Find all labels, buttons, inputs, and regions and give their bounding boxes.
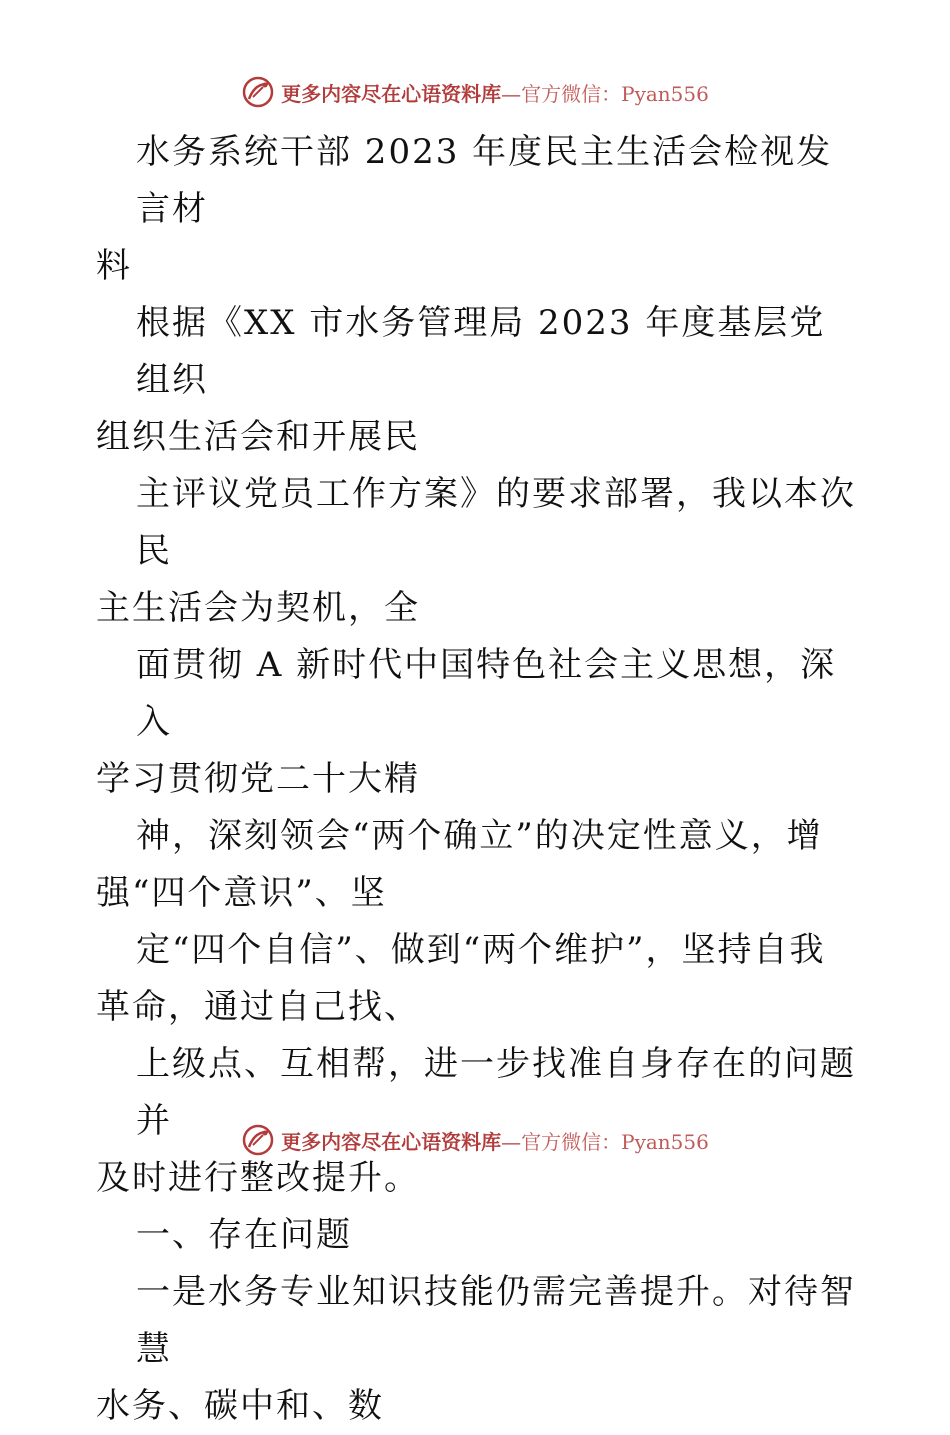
text-line: 主生活会为契机，全 bbox=[96, 588, 420, 628]
logo-icon bbox=[241, 1123, 275, 1157]
watermark-text: 更多内容尽在心语资料库—官方微信：Pyan556 bbox=[281, 81, 709, 106]
watermark-text: 更多内容尽在心语资料库—官方微信：Pyan556 bbox=[281, 1129, 709, 1154]
text-line: 上级点、互相帮，进一步找准自身存在的问题并 bbox=[136, 1044, 856, 1141]
text-line: 面贯彻 A 新时代中国特色社会主义思想，深入 bbox=[136, 645, 837, 742]
paragraph-intro-3 bbox=[96, 637, 856, 808]
logo-icon bbox=[241, 75, 275, 109]
paragraph-intro-1 bbox=[96, 295, 856, 466]
text-line: 定“四个自信”、做到“两个维护”，坚持自我 bbox=[136, 930, 826, 970]
text-line: 学习贯彻党二十大精 bbox=[96, 759, 420, 799]
text-line: 一、存在问题 bbox=[136, 1215, 352, 1255]
watermark-header bbox=[0, 72, 950, 112]
text-line: 主评议党员工作方案》的要求部署，我以本次民 bbox=[136, 474, 856, 571]
paragraph-intro-2 bbox=[96, 466, 856, 637]
text-line: 革命，通过自己找、 bbox=[96, 987, 420, 1027]
section-heading bbox=[96, 1207, 856, 1264]
watermark-footer bbox=[0, 1120, 950, 1160]
text-line: 水务、碳中和、数 bbox=[96, 1386, 384, 1426]
paragraph-problem-1 bbox=[96, 1264, 856, 1435]
text-line: 组织生活会和开展民 bbox=[96, 417, 420, 457]
text-line: 强“四个意识”、坚 bbox=[96, 873, 387, 913]
paragraph-title: 水务系统干部 2023 年度民主生活会检视发言材 料 bbox=[96, 132, 833, 286]
text-line: 根据《XX 市水务管理局 2023 年度基层党组织 bbox=[136, 303, 826, 400]
text-line: 及时进行整改提升。 bbox=[96, 1158, 420, 1198]
paragraph-intro-5 bbox=[96, 922, 856, 1036]
text-line: 一是水务专业知识技能仍需完善提升。对待智慧 bbox=[136, 1272, 856, 1369]
document-body bbox=[96, 124, 856, 1435]
text-line: 神，深刻领会“两个确立”的决定性意义，增 bbox=[136, 816, 823, 856]
paragraph-intro-4 bbox=[96, 808, 856, 922]
